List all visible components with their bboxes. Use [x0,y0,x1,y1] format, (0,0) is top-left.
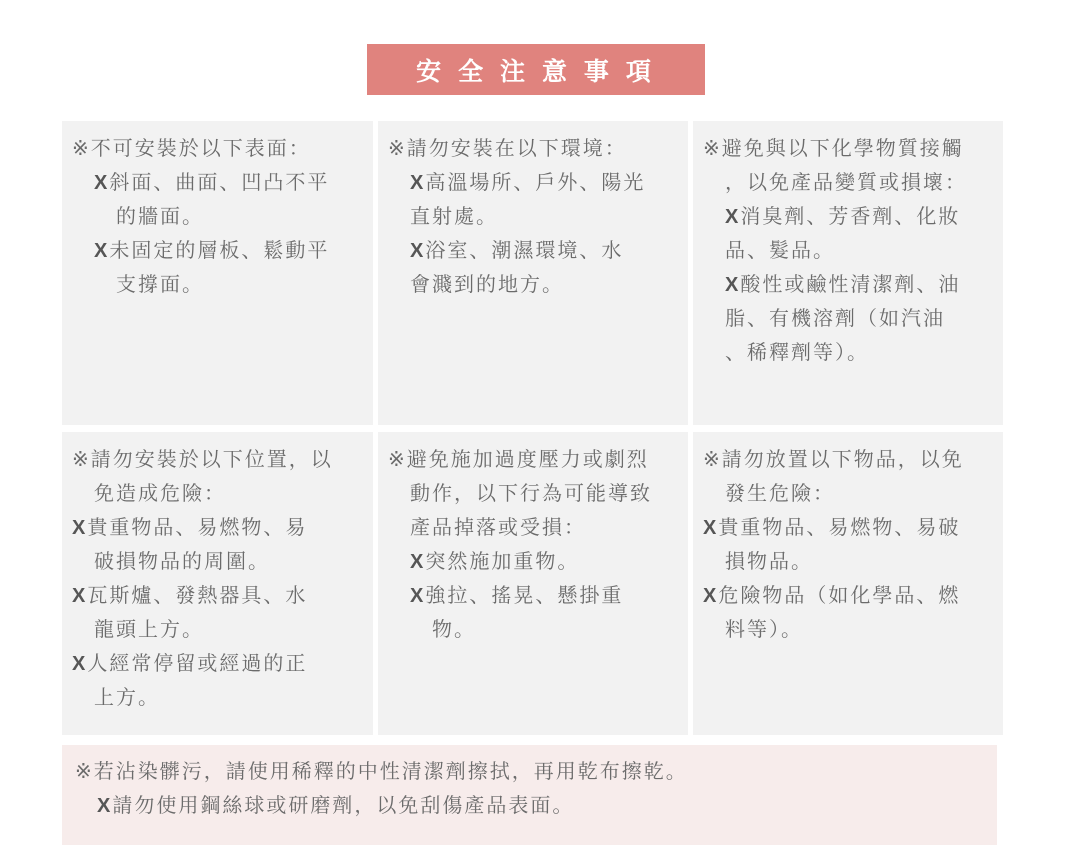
text-line: X浴室、潮濕環境、水 [410,240,624,262]
text-line: ※不可安裝於以下表面： [72,138,311,160]
text-line: 發生危險： [703,483,835,505]
text-line: ，以免產品變質或損壞： [703,172,967,194]
text-line: 會濺到的地方。 [388,274,564,296]
text-line: X貴重物品、易燃物、易破 [703,517,961,539]
text-line: X未固定的層板、鬆動平 [94,240,330,262]
text-line: X消臭劑、芳香劑、化妝 [725,206,961,228]
text-line: 、稀釋劑等）。 [703,342,869,364]
x-mark-icon: X [94,172,110,194]
x-mark-icon: X [72,653,88,675]
text-line: 動作，以下行為可能導致 [388,483,652,505]
text-line: ※請勿安裝於以下位置，以 [72,449,333,471]
text-line: X突然施加重物。 [410,551,580,573]
warning-box-environment [378,121,688,425]
text-line: ※避免與以下化學物質接觸 [703,138,964,160]
x-mark-icon: X [410,551,426,573]
text-line: ※避免施加過度壓力或劇烈 [388,449,649,471]
page-title-banner [367,44,705,95]
x-mark-icon: X [72,517,88,539]
x-mark-icon: X [703,585,719,607]
text-line: 品、髮品。 [703,240,835,262]
text-line: 料等）。 [703,619,803,641]
text-line: X危險物品（如化學品、燃 [703,585,961,607]
text-line: 破損物品的周圍。 [72,551,270,573]
text-line: 直射處。 [388,206,498,228]
warning-grid [62,121,1003,735]
warning-box-chemicals [693,121,1003,425]
text-line: 免造成危險： [72,483,226,505]
page-title: 安 全 注 意 事 項 [416,57,656,86]
text-line: ※請勿放置以下物品，以免 [703,449,964,471]
x-mark-icon: X [410,240,426,262]
text-line: X高溫場所、戶外、陽光 [410,172,646,194]
text-line: X斜面、曲面、凹凸不平 [94,172,330,194]
warning-box-surfaces [62,121,373,425]
text-line: X人經常停留或經過的正 [72,653,308,675]
text-line: 損物品。 [703,551,813,573]
x-mark-icon: X [72,585,88,607]
x-mark-icon: X [703,517,719,539]
text-line: 脂、有機溶劑（如汽油 [703,308,945,330]
x-mark-icon: X [725,206,741,228]
text-line: ※請勿安裝在以下環境： [388,138,627,160]
warning-box-locations [62,432,373,735]
text-line: 支撐面。 [72,274,204,296]
x-mark-icon: X [725,274,741,296]
x-mark-icon: X [97,795,113,817]
text-line: 產品掉落或受損： [388,517,586,539]
text-line: 龍頭上方。 [72,619,204,641]
text-line: X請勿使用鋼絲球或研磨劑，以免刮傷產品表面。 [97,795,575,817]
x-mark-icon: X [410,172,426,194]
warning-box-force [378,432,688,735]
text-line: X強拉、搖晃、懸掛重 [410,585,624,607]
text-line: X酸性或鹼性清潔劑、油 [725,274,961,296]
warning-box-items [693,432,1003,735]
x-mark-icon: X [410,585,426,607]
text-line: 上方。 [72,687,160,709]
text-line: ※若沾染髒污，請使用稀釋的中性清潔劑擦拭，再用乾布擦乾。 [75,761,688,783]
x-mark-icon: X [94,240,110,262]
text-line: 的牆面。 [72,206,204,228]
text-line: X貴重物品、易燃物、易 [72,517,308,539]
text-line: X瓦斯爐、發熱器具、水 [72,585,308,607]
cleaning-note-box [62,745,997,845]
text-line: 物。 [388,619,476,641]
